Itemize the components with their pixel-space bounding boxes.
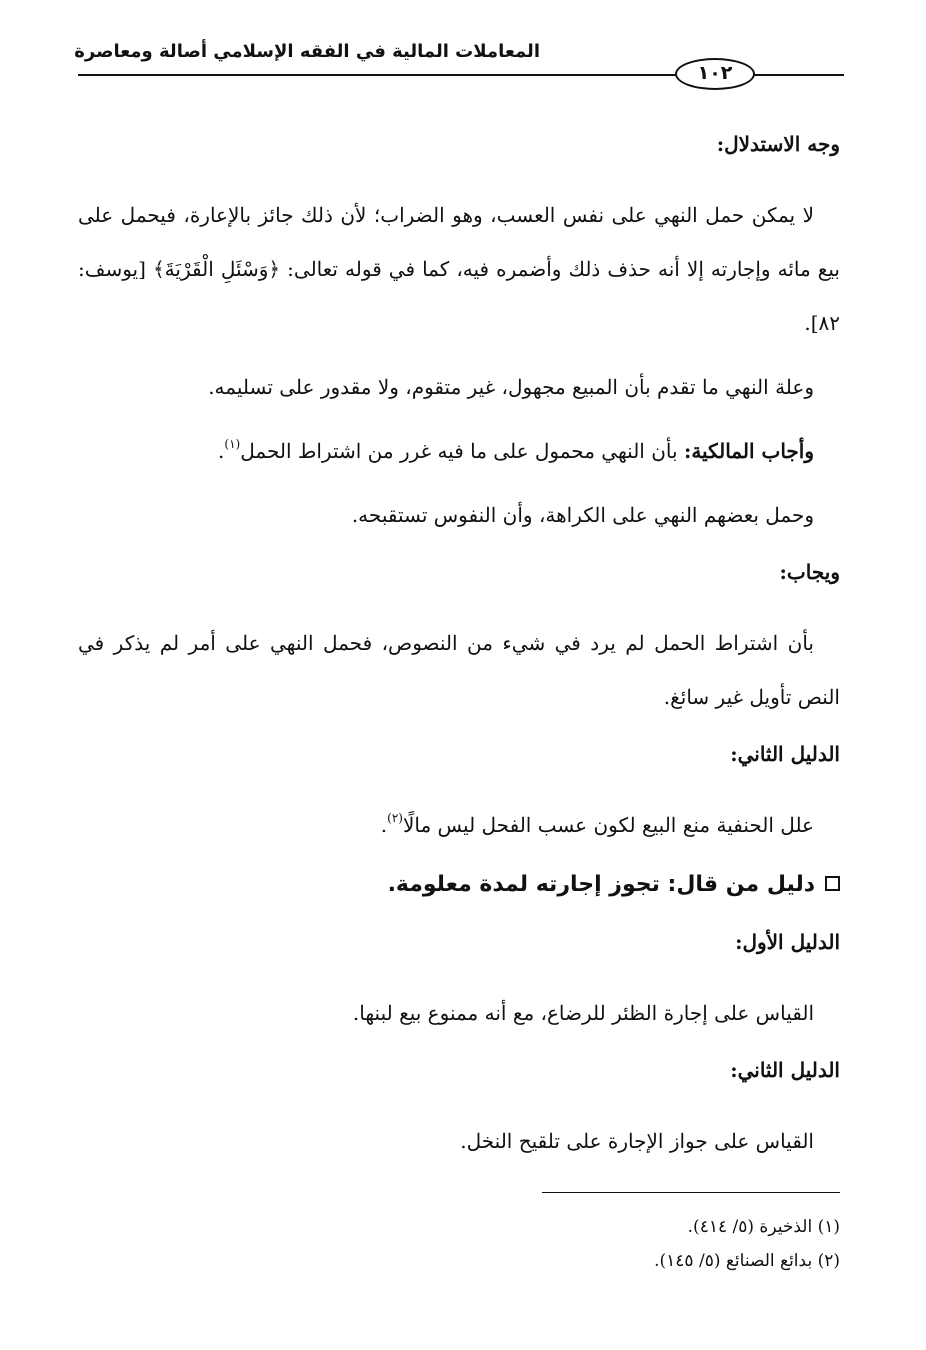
heading-second-evidence: الدليل الثاني: bbox=[730, 742, 840, 766]
paragraph-makruh: وحمل بعضهم النهي على الكراهة، وأن النفوس تستقبحه. bbox=[351, 503, 814, 527]
footnotes bbox=[400, 1210, 840, 1278]
main-text bbox=[78, 124, 840, 1178]
paragraph-response: بأن اشتراط الحمل لم يرد في شيء من النصوص، فحمل النهي على أمر لم يذكر في النص تأويل غير سائغ. bbox=[78, 631, 840, 709]
footnote-rule bbox=[542, 1192, 840, 1193]
footnote-1: (١) الذخيرة (٥/ ٤١٤). bbox=[687, 1217, 840, 1237]
footnote-ref-2: (٢) bbox=[387, 811, 403, 825]
maliki-lead: وأجاب المالكية: bbox=[683, 439, 814, 463]
square-outline-icon bbox=[825, 876, 840, 891]
paragraph-hanafi bbox=[78, 798, 840, 852]
heading-second-evidence-2: الدليل الثاني: bbox=[730, 1058, 840, 1082]
section-title-text: دليل من قال: تجوز إجارته لمدة معلومة. bbox=[387, 872, 815, 897]
heading-first-evidence: الدليل الأول: bbox=[735, 930, 840, 954]
maliki-end: . bbox=[218, 439, 225, 463]
heading-inference: وجه الاستدلال: bbox=[716, 132, 840, 156]
paragraph-wet-nurse: القياس على إجارة الظئر للرضاع، مع أنه ممنوع بيع لبنها. bbox=[352, 1001, 814, 1025]
footnote-ref-1: (١) bbox=[224, 437, 241, 451]
heading-response: ويجاب: bbox=[779, 560, 840, 584]
maliki-text: بأن النهي محمول على ما فيه غرر من اشتراط الحمل bbox=[240, 439, 684, 463]
hanafi-end: . bbox=[380, 813, 388, 837]
footnote-2: (٢) بدائع الصنائع (٥/ ١٤٥). bbox=[654, 1251, 840, 1271]
hanafi-text: علل الحنفية منع البيع لكون عسب الفحل ليس مالًا bbox=[402, 813, 814, 837]
paragraph-reason: وعلة النهي ما تقدم بأن المبيع مجهول، غير متقوم، ولا مقدور على تسليمه. bbox=[208, 375, 814, 399]
running-header-title: المعاملات المالية في الفقه الإسلامي أصالة ومعاصرة bbox=[74, 41, 540, 62]
paragraph-maliki-answer bbox=[78, 424, 840, 478]
paragraph-palm-pollination: القياس على جواز الإجارة على تلقيح النخل. bbox=[460, 1129, 814, 1153]
paragraph-inference: لا يمكن حمل النهي على نفس العسب، وهو الضراب؛ لأن ذلك جائز بالإعارة، فيحمل على بيع مائه وإجارته إلا أنه حذف ذلك وأضمره فيه، كما في قوله تعالى: ﴿وَسْئَلِ الْقَرْيَةَ﴾ [يوسف: ٨٢]. bbox=[78, 203, 840, 335]
section-title bbox=[78, 862, 840, 908]
page-number: ١٠٢ bbox=[675, 58, 755, 90]
